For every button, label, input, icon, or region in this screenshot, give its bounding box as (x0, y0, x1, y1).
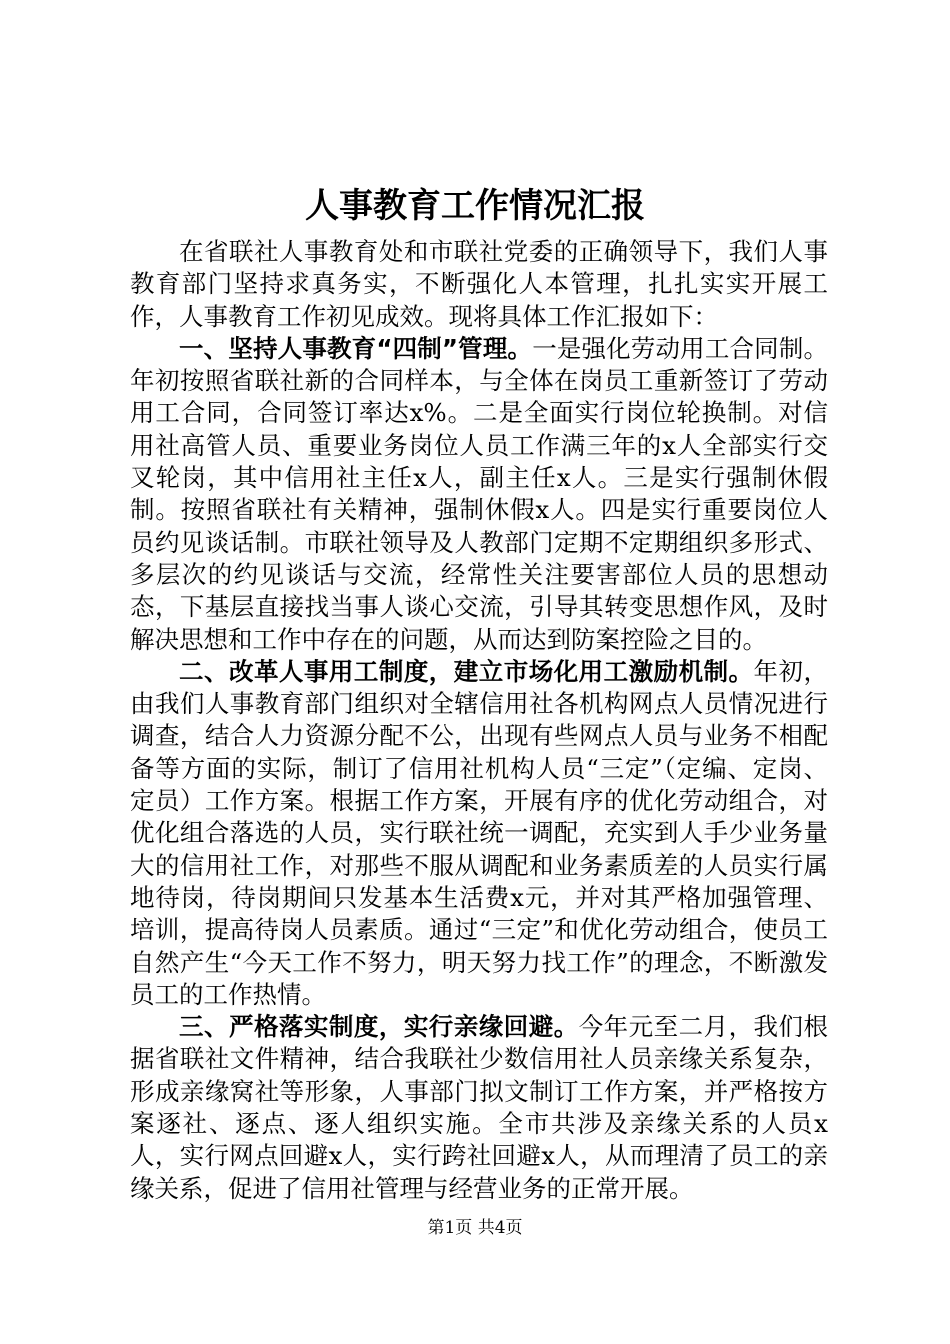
section-body-1: 一是强化劳动用工合同制。年初按照省联社新的合同样本，与全体在岗员工重新签订了劳动用工合同，合同签订率达x%。二是全面实行岗位轮换制。对信用社高管人员、重要业务岗位人员工作满三年的x人全部实行交叉轮岗，其中信用社主任x人，副主任x人。三是实行强制休假制。按照省联社有关精神，强制休假x人。四是实行重要岗位人员约见谈话制。市联社领导及人教部门定期不定期组织多形式、多层次的约见谈话与交流，经常性关注要害部位人员的思想动态，下基层直接找当事人谈心交流，引导其转变思想作风，及时解决思想和工作中存在的问题，从而达到防案控险之目的。 (130, 333, 829, 654)
section-body-2: 年初，由我们人事教育部门组织对全辖信用社各机构网点人员情况进行调查，结合人力资源分配不公，出现有些网点人员与业务不相配备等方面的实际，制订了信用社机构人员“三定”（定编、定岗、定员）工作方案。根据工作方案，开展有序的优化劳动组合，对优化组合落选的人员，实行联社统一调配，充实到人手少业务量大的信用社工作，对那些不服从调配和业务素质差的人员实行属地待岗，待岗期间只发基本生活费x元，并对其严格加强管理、培训，提高待岗人员素质。通过“三定”和优化劳动组合，使员工自然产生“今天工作不努力，明天努力找工作”的理念，不断激发员工的工作热情。 (130, 656, 829, 1009)
section-paragraph-1 (130, 333, 828, 656)
page-footer: 第1页 共4页 (427, 1218, 523, 1238)
section-paragraph-3 (130, 1011, 828, 1205)
section-heading-3: 三、严格落实制度，实行亲缘回避。 (179, 1012, 579, 1042)
intro-paragraph: 在省联社人事教育处和市联社党委的正确领导下，我们人事教育部门坚持求真务实，不断强化人本管理，扎扎实实开展工作，人事教育工作初见成效。现将具体工作汇报如下： (130, 237, 828, 331)
section-heading-2: 二、改革人事用工制度，建立市场化用工激励机制。 (179, 656, 754, 686)
section-body-3: 今年元至二月，我们根据省联社文件精神，结合我联社少数信用社人员亲缘关系复杂，形成亲缘窝社等形象，人事部门拟文制订工作方案，并严格按方案逐社、逐点、逐人组织实施。全市共涉及亲缘关系的人员x人，实行网点回避x人，实行跨社回避x人，从而理清了员工的亲缘关系，促进了信用社管理与经营业务的正常开展。 (130, 1012, 829, 1203)
document-body (130, 236, 828, 1205)
section-paragraph-2 (130, 656, 828, 1011)
document-title: 人事教育工作情况汇报 (305, 186, 645, 226)
section-heading-1: 一、坚持人事教育“四制”管理。 (179, 333, 533, 363)
